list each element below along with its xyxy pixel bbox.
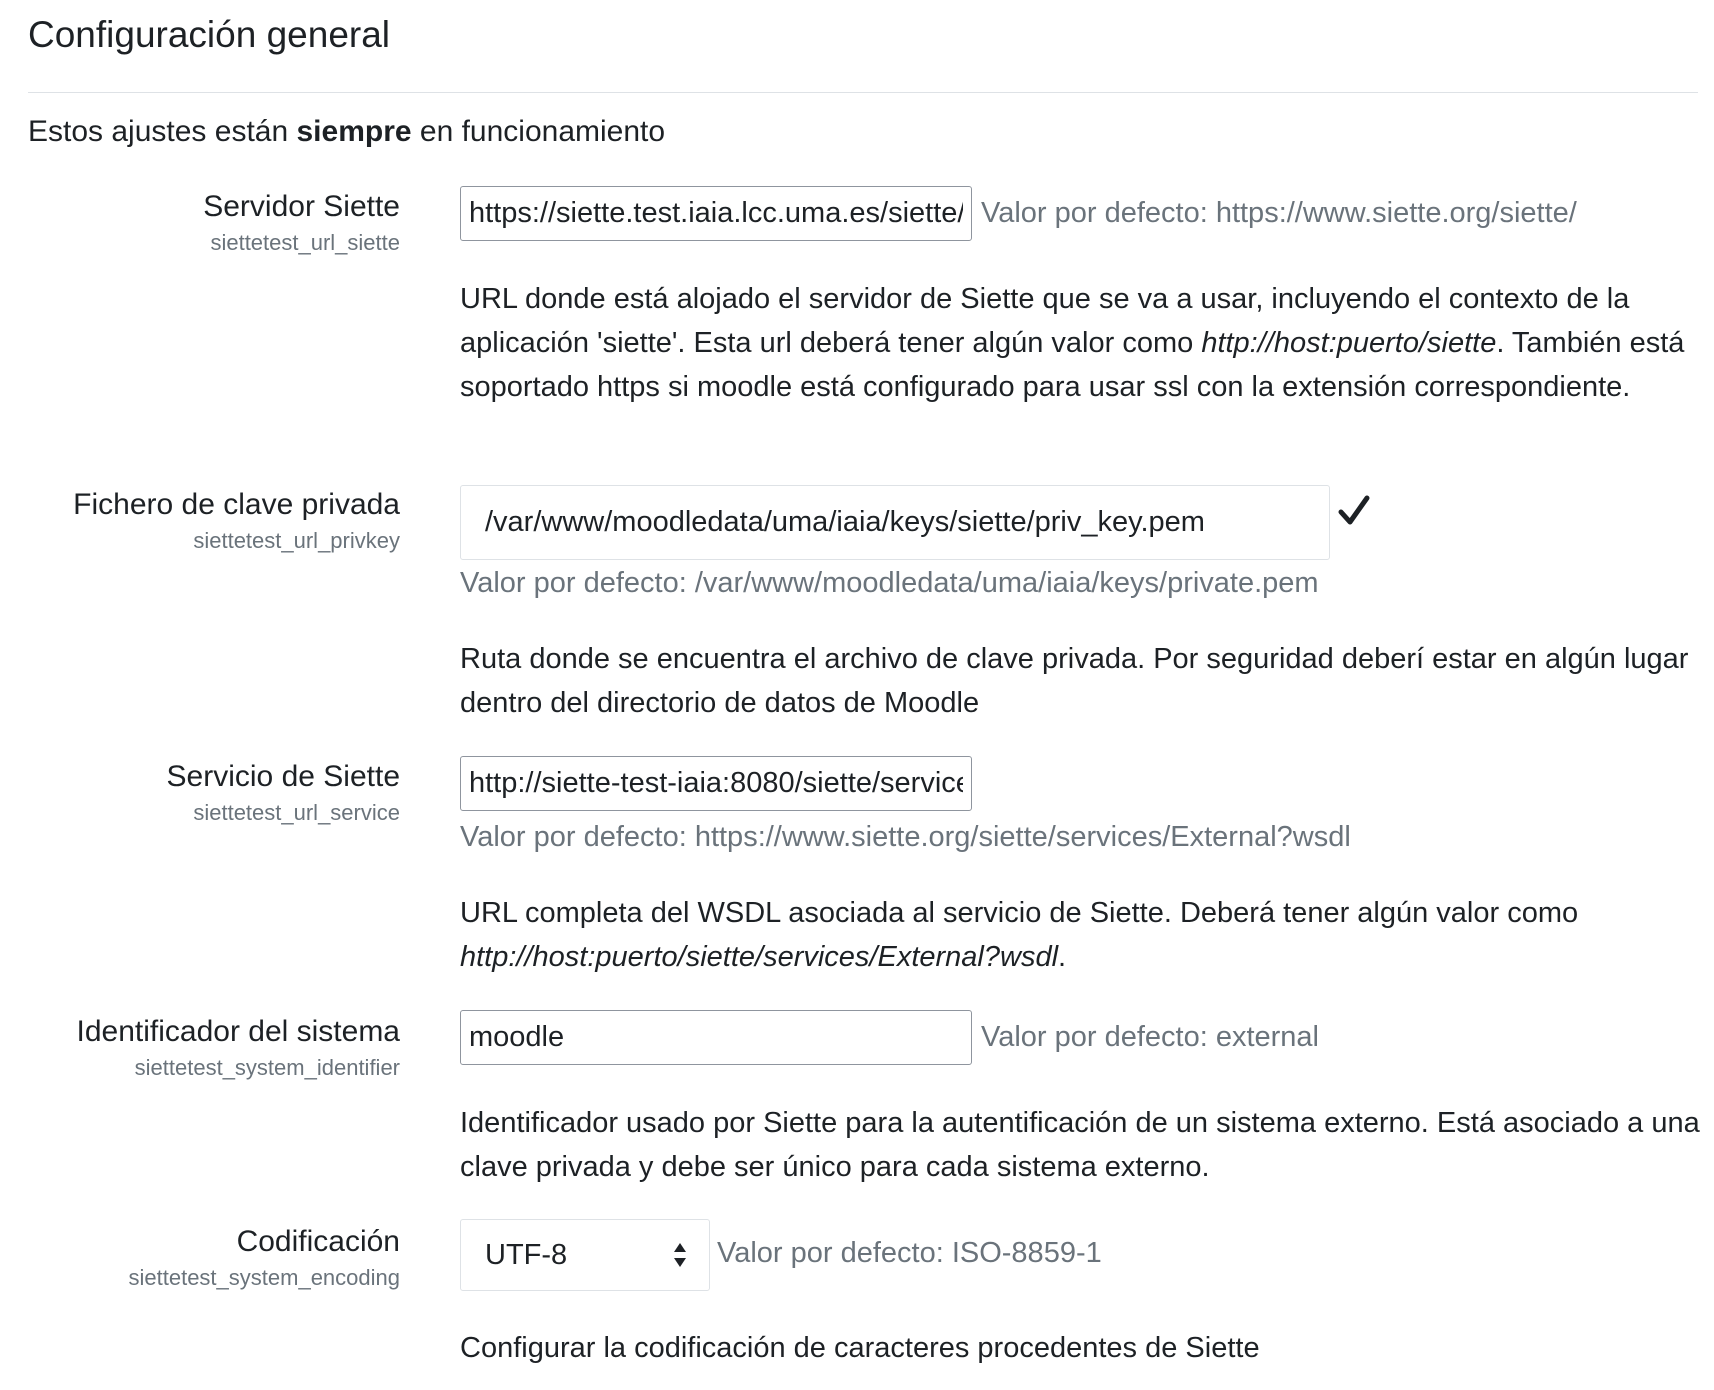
setting-label-url-privkey xyxy=(73,488,400,554)
checkmark-icon xyxy=(1338,494,1370,528)
desc-system-encoding: Configurar la codificación de caracteres procedentes de Siette xyxy=(460,1332,1260,1364)
section-title: Configuración general xyxy=(28,14,391,55)
desc-url-service-italic: http://host:puerto/siette/services/External?wsdl xyxy=(460,941,1059,973)
default-system-encoding: Valor por defecto: ISO-8859-1 xyxy=(717,1237,1102,1269)
desc-url-siette-italic: http://host:puerto/siette xyxy=(1201,327,1497,359)
encoding-select[interactable] xyxy=(460,1219,710,1291)
key-system-encoding: siettetest_system_encoding xyxy=(128,1265,400,1290)
url-privkey-input[interactable] xyxy=(460,485,1330,560)
setting-label-url-siette xyxy=(203,190,400,256)
intro-text xyxy=(28,115,665,149)
select-arrows-icon xyxy=(673,1242,687,1268)
default-url-service: Valor por defecto: https://www.siette.org/siette/services/External?wsdl xyxy=(460,821,1351,853)
intro-after: en funcionamiento xyxy=(411,115,666,148)
url-siette-input[interactable] xyxy=(460,186,972,241)
setting-label-url-service xyxy=(167,760,400,826)
intro-before: Estos ajustes están xyxy=(28,115,297,148)
system-identifier-input[interactable] xyxy=(460,1010,972,1065)
label-url-siette[interactable]: Servidor Siette xyxy=(203,190,400,223)
label-system-encoding[interactable]: Codificación xyxy=(236,1225,400,1258)
desc-url-siette-2: . También está soportado https si moodle está configurado para usar ssl con la extensión correspondiente. xyxy=(460,327,1685,403)
key-system-identifier: siettetest_system_identifier xyxy=(134,1055,400,1080)
key-url-siette: siettetest_url_siette xyxy=(210,230,400,255)
desc-url-service-2: . xyxy=(1058,941,1067,973)
desc-url-service-1: URL completa del WSDL asociada al servicio de Siette. Deberá tener algún valor como xyxy=(460,897,1579,929)
label-system-identifier[interactable]: Identificador del sistema xyxy=(76,1015,400,1048)
setting-label-system-encoding xyxy=(129,1225,401,1291)
url-service-input[interactable] xyxy=(460,756,972,811)
default-system-identifier: Valor por defecto: external xyxy=(981,1021,1319,1053)
default-url-privkey: Valor por defecto: /var/www/moodledata/uma/iaia/keys/private.pem xyxy=(460,567,1319,599)
label-url-service[interactable]: Servicio de Siette xyxy=(166,760,400,793)
setting-label-system-identifier xyxy=(77,1015,401,1081)
desc-url-service xyxy=(460,891,1700,979)
desc-url-siette-1: URL donde está alojado el servidor de Siette que se va a usar, incluyendo el contexto de la aplicación 'siette'. Esta url deberá tener algún valor como xyxy=(460,283,1630,359)
label-url-privkey[interactable]: Fichero de clave privada xyxy=(73,488,400,521)
intro-bold: siempre xyxy=(296,115,412,148)
desc-system-identifier: Identificador usado por Siette para la autentificación de un sistema externo. Está asociado a una clave privada y debe ser único para cada sistema externo. xyxy=(460,1107,1700,1183)
default-url-siette: Valor por defecto: https://www.siette.org/siette/ xyxy=(981,197,1577,229)
desc-url-siette xyxy=(460,277,1700,409)
section-divider xyxy=(28,92,1698,93)
key-url-privkey: siettetest_url_privkey xyxy=(193,528,400,553)
desc-url-privkey: Ruta donde se encuentra el archivo de clave privada. Por seguridad deberí estar en algún lugar dentro del directorio de datos de Moodle xyxy=(460,643,1689,719)
encoding-selected-value: UTF-8 xyxy=(485,1238,568,1271)
key-url-service: siettetest_url_service xyxy=(193,800,400,825)
